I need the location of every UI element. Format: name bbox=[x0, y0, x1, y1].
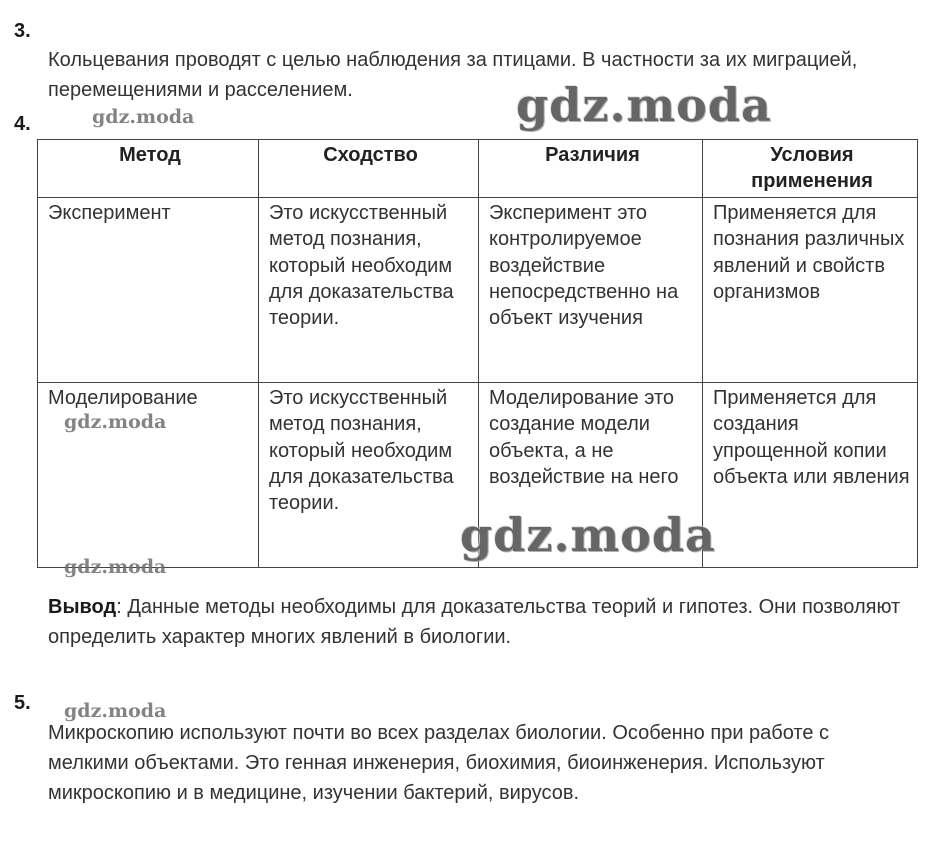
table-cell: Это искусственный метод познания, который необходим для доказательства теории. bbox=[259, 382, 479, 567]
table-row bbox=[38, 197, 918, 382]
watermark-logo: gdz.moda bbox=[460, 508, 716, 562]
watermark-logo: gdz.moda bbox=[516, 78, 772, 132]
header-differences: Различия bbox=[479, 140, 703, 198]
table-header-row bbox=[38, 140, 918, 198]
watermark-logo: gdz.moda bbox=[92, 106, 195, 128]
task-number-5: 5. bbox=[14, 692, 31, 714]
watermark-logo: gdz.moda bbox=[64, 411, 167, 433]
task3-text: Кольцевания проводят с целью наблюдения за птицами. В частности за их миграцией, перемещениями и расселением. bbox=[48, 49, 858, 101]
conclusion-label: Вывод bbox=[48, 596, 117, 618]
table-cell: Эксперимент это контролируемое воздействие непосредственно на объект изучения bbox=[479, 197, 703, 382]
table-cell: Моделирование bbox=[38, 382, 259, 567]
table-cell: Эксперимент bbox=[38, 197, 259, 382]
header-conditions: Условия применения bbox=[703, 140, 918, 198]
table-cell: Применяется для познания различных явлений и свойств организмов bbox=[703, 197, 918, 382]
watermark-logo: gdz.moda bbox=[64, 700, 167, 722]
table-cell: Это искусственный метод познания, который необходим для доказательства теории. bbox=[259, 197, 479, 382]
table-cell: Моделирование это создание модели объекта, а не воздействие на него bbox=[479, 382, 703, 567]
task-number-3: 3. bbox=[14, 20, 31, 42]
header-similarity: Сходство bbox=[259, 140, 479, 198]
task5-text: Микроскопию используют почти во всех разделах биологии. Особенно при работе с мелкими объектами. Это генная инженерия, биохимия, биоинженерия. Используют микроскопию и в медицине, изучении бактерий, вирусов. bbox=[48, 722, 830, 804]
header-method: Метод bbox=[38, 140, 259, 198]
task-number-4: 4. bbox=[14, 113, 31, 135]
watermark-logo: gdz.moda bbox=[64, 556, 167, 578]
task4-conclusion bbox=[48, 592, 911, 652]
methods-table bbox=[37, 139, 918, 568]
table-cell: Применяется для создания упрощенной копии объекта или явления bbox=[703, 382, 918, 567]
conclusion-text: : Данные методы необходимы для доказательства теорий и гипотез. Они позволяют определить характер многих явлений в биологии. bbox=[48, 596, 901, 648]
